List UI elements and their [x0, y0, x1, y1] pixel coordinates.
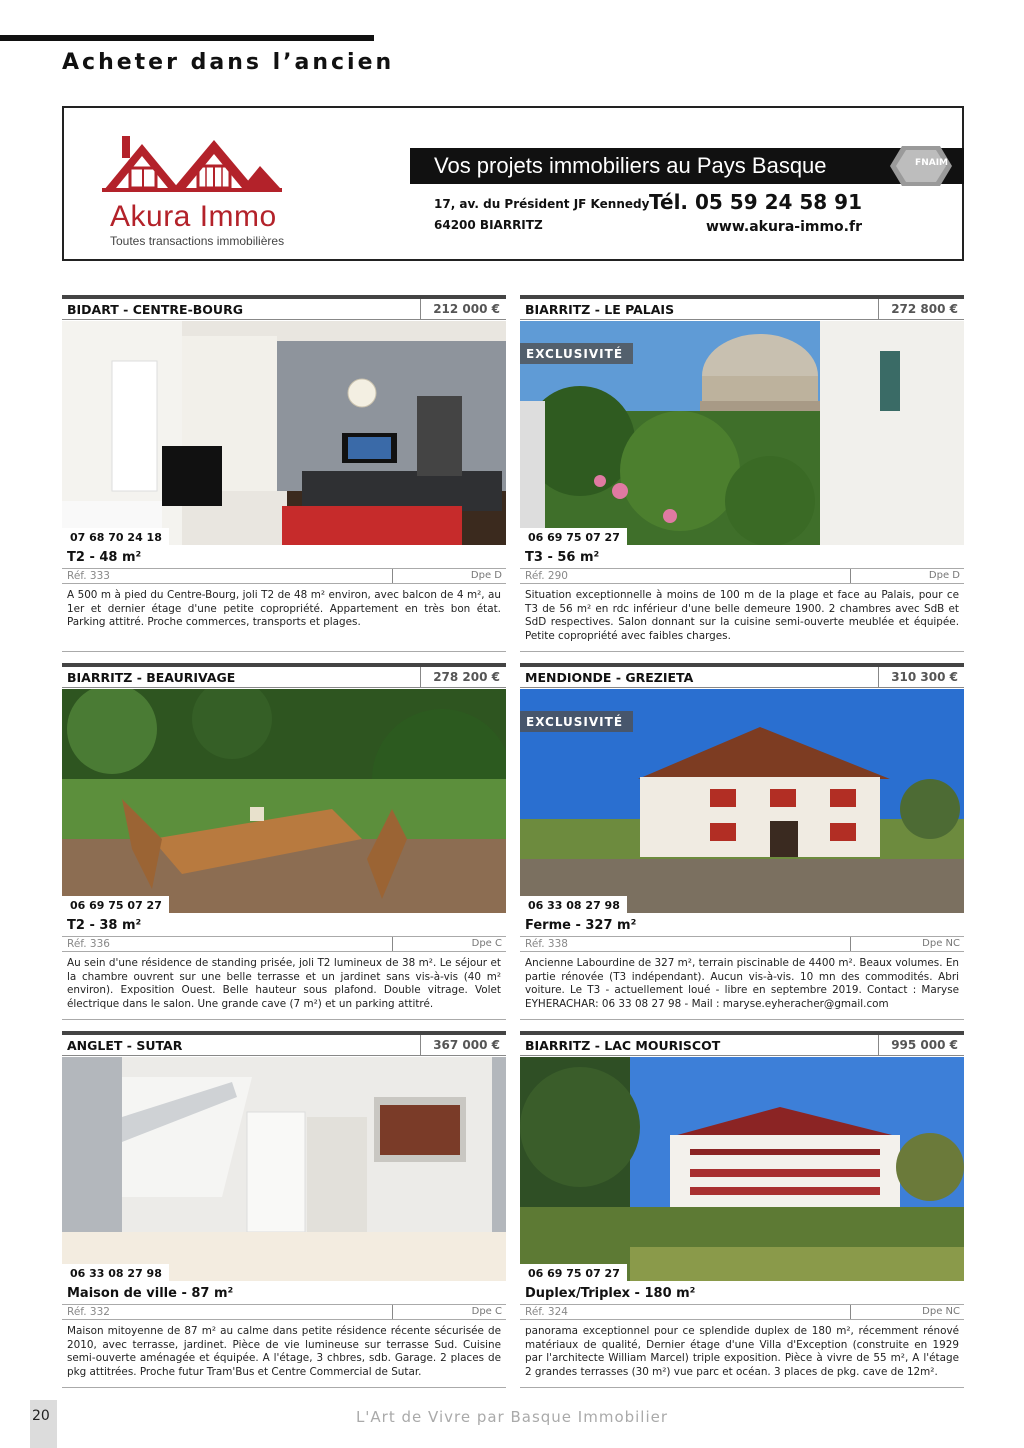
- footer-tagline: L'Art de Vivre par Basque Immobilier: [355, 1408, 669, 1426]
- listing-divider: [62, 1019, 506, 1020]
- listing-meta: [520, 936, 964, 952]
- listing-photo-interior-stairs[interactable]: [62, 1057, 506, 1281]
- listing-contact-phone[interactable]: 06 69 75 07 27: [520, 528, 627, 545]
- listing-card-bidart[interactable]: [62, 295, 506, 653]
- listing-divider: [520, 1019, 964, 1020]
- listing-dpe: Dpe C: [392, 937, 506, 951]
- listing-dpe: Dpe NC: [850, 937, 964, 951]
- listing-price: 212 000 €: [420, 299, 506, 319]
- listing-header: [62, 1031, 506, 1056]
- listing-price: 367 000 €: [420, 1035, 506, 1055]
- listing-card-mendionde[interactable]: [520, 663, 964, 1021]
- address-line-1: 17, av. du Président JF Kennedy: [434, 197, 650, 211]
- listing-photo-farmhouse[interactable]: [520, 689, 964, 913]
- agency-slogan: Vos projets immobiliers au Pays Basque: [434, 153, 827, 178]
- listing-ref: Réf. 333: [67, 570, 110, 582]
- listing-description: Situation exceptionnelle à moins de 100 m de la plage et face au Palais, pour ce T3 de 56 m² en rdc inférieur d'une belle demeure 1900. 2 chambres avec SdB et SdD respectives. Salon donnant sur la cuisine semi-ouverte meublée et équipée. Petite copropriété avec faibles charges.: [525, 589, 959, 642]
- listing-card-le-palais[interactable]: [520, 295, 964, 653]
- listing-location: BIARRITZ - BEAURIVAGE: [67, 670, 236, 685]
- listing-type: Ferme - 327 m²: [525, 918, 637, 933]
- listing-contact-phone[interactable]: 06 69 75 07 27: [520, 1264, 627, 1281]
- listing-description: Au sein d'une résidence de standing prisée, joli T2 lumineux de 38 m². Le séjour et la chambre ouvrent sur une belle terrasse et un jardinet sans vis-à-vis (40 m² environ). Exposition Ouest. Belle hauteur sous plafond. Double vitrage. Volet électrique dans le salon. Une grande cave (7 m²) et un parking attitré.: [67, 957, 501, 1010]
- agency-logo: [102, 132, 292, 248]
- listing-price: 310 300 €: [878, 667, 964, 687]
- exclusivity-badge: EXCLUSIVITÉ: [520, 343, 633, 364]
- house-logo-icon: [102, 132, 292, 202]
- listing-contact-phone[interactable]: 06 69 75 07 27: [62, 896, 169, 913]
- listing-description: Maison mitoyenne de 87 m² au calme dans petite résidence récente sécurisée de 2010, avec terrasse, jardinet. Pièce de vie lumineuse sur terrasse Sud. Cuisine semi-ouverte aménagée et équipée. A l'étage, 3 chbres, sdb. Garage. 2 places de pkg attitrées. Proche futur Tram'Bus et Centre Commercial de Sutar.: [67, 1325, 501, 1378]
- fnaim-label: FNAIM: [915, 158, 948, 168]
- listing-meta: [520, 568, 964, 584]
- listing-ref: Réf. 290: [525, 570, 568, 582]
- listing-contact-phone[interactable]: 06 33 08 27 98: [520, 896, 627, 913]
- listing-card-beaurivage[interactable]: [62, 663, 506, 1021]
- agency-banner[interactable]: [62, 106, 964, 261]
- listing-contact-phone[interactable]: 06 33 08 27 98: [62, 1264, 169, 1281]
- listing-header: [520, 663, 964, 688]
- listing-ref: Réf. 332: [67, 1306, 110, 1318]
- agency-tagline: Toutes transactions immobilières: [110, 234, 285, 248]
- listing-photo-villa[interactable]: [520, 1057, 964, 1281]
- listing-divider: [520, 1387, 964, 1388]
- listing-header: [520, 295, 964, 320]
- listing-location: BIDART - CENTRE-BOURG: [67, 302, 243, 317]
- listing-meta: [62, 1304, 506, 1320]
- listing-description: A 500 m à pied du Centre-Bourg, joli T2 de 48 m² environ, avec balcon de 4 m², au 1er et dernier étage d'une petite copropriété. Appartement en très bon état. Parking attitré. Proche commerces, transports et plages.: [67, 589, 501, 629]
- agency-name: Akura Immo: [110, 200, 277, 233]
- listing-price: 278 200 €: [420, 667, 506, 687]
- listing-meta: [520, 1304, 964, 1320]
- listing-dpe: Dpe D: [850, 569, 964, 583]
- listing-card-lac-mouriscot[interactable]: [520, 1031, 964, 1389]
- agency-phone[interactable]: Tél. 05 59 24 58 91: [649, 190, 862, 214]
- listing-type: T2 - 38 m²: [67, 918, 142, 933]
- listing-description: Ancienne Labourdine de 327 m², terrain piscinable de 4400 m². Beaux volumes. En partie rénovée (T3 indépendant). Aucun vis-à-vis. 10 mn des commodités. Abri voiture. Le T3 - actuellement loué - libre en septembre 2019. Contact : Maryse EYHERACHAR: 06 33 08 27 98 - Mail : maryse.eyheracher@gmail.com: [525, 957, 959, 1010]
- listing-location: BIARRITZ - LE PALAIS: [525, 302, 675, 317]
- listing-price: 995 000 €: [878, 1035, 964, 1055]
- listing-dpe: Dpe C: [392, 1305, 506, 1319]
- listing-header: [62, 295, 506, 320]
- listing-contact-phone[interactable]: 07 68 70 24 18: [62, 528, 169, 545]
- listing-type: Maison de ville - 87 m²: [67, 1286, 234, 1301]
- agency-website-link[interactable]: www.akura-immo.fr: [705, 219, 862, 235]
- listing-divider: [62, 651, 506, 652]
- listing-ref: Réf. 338: [525, 938, 568, 950]
- page-number: 20: [32, 1408, 50, 1424]
- address-line-2: 64200 BIARRITZ: [434, 218, 543, 232]
- listing-photo-terrace[interactable]: [62, 689, 506, 913]
- agency-address: [434, 194, 649, 236]
- listing-divider: [62, 1387, 506, 1388]
- listing-header: [520, 1031, 964, 1056]
- exclusivity-badge: EXCLUSIVITÉ: [520, 711, 633, 732]
- listing-meta: [62, 936, 506, 952]
- listing-photo-living-room[interactable]: [62, 321, 506, 545]
- listing-ref: Réf. 324: [525, 1306, 568, 1318]
- listing-photo-garden-palais[interactable]: [520, 321, 964, 545]
- listing-card-anglet[interactable]: [62, 1031, 506, 1389]
- listing-description: panorama exceptionnel pour ce splendide duplex de 180 m², récemment rénové matériaux de qualité, Dernier étage d'une Villa d'Exception (construite en 1929 par l'architecte William Marcel) triple exposition. Pièce à vivre de 55 m², A l'étage 2 grandes terrasses (30 m²) vue parc et océan. 3 places de pkg. cave de 12m².: [525, 1325, 959, 1378]
- agency-slogan-bar: [410, 148, 964, 184]
- listing-price: 272 800 €: [878, 299, 964, 319]
- listing-location: ANGLET - SUTAR: [67, 1038, 183, 1053]
- top-rule: [0, 35, 374, 41]
- listing-meta: [62, 568, 506, 584]
- listing-divider: [520, 651, 964, 652]
- section-title: Acheter dans l’ancien: [62, 50, 395, 75]
- listing-type: T2 - 48 m²: [67, 550, 142, 565]
- fnaim-badge: [890, 144, 952, 188]
- listing-type: T3 - 56 m²: [525, 550, 600, 565]
- listing-ref: Réf. 336: [67, 938, 110, 950]
- listing-location: MENDIONDE - GREZIETA: [525, 670, 694, 685]
- listing-dpe: Dpe NC: [850, 1305, 964, 1319]
- listing-type: Duplex/Triplex - 180 m²: [525, 1286, 696, 1301]
- listing-header: [62, 663, 506, 688]
- listing-location: BIARRITZ - LAC MOURISCOT: [525, 1038, 721, 1053]
- listing-dpe: Dpe D: [392, 569, 506, 583]
